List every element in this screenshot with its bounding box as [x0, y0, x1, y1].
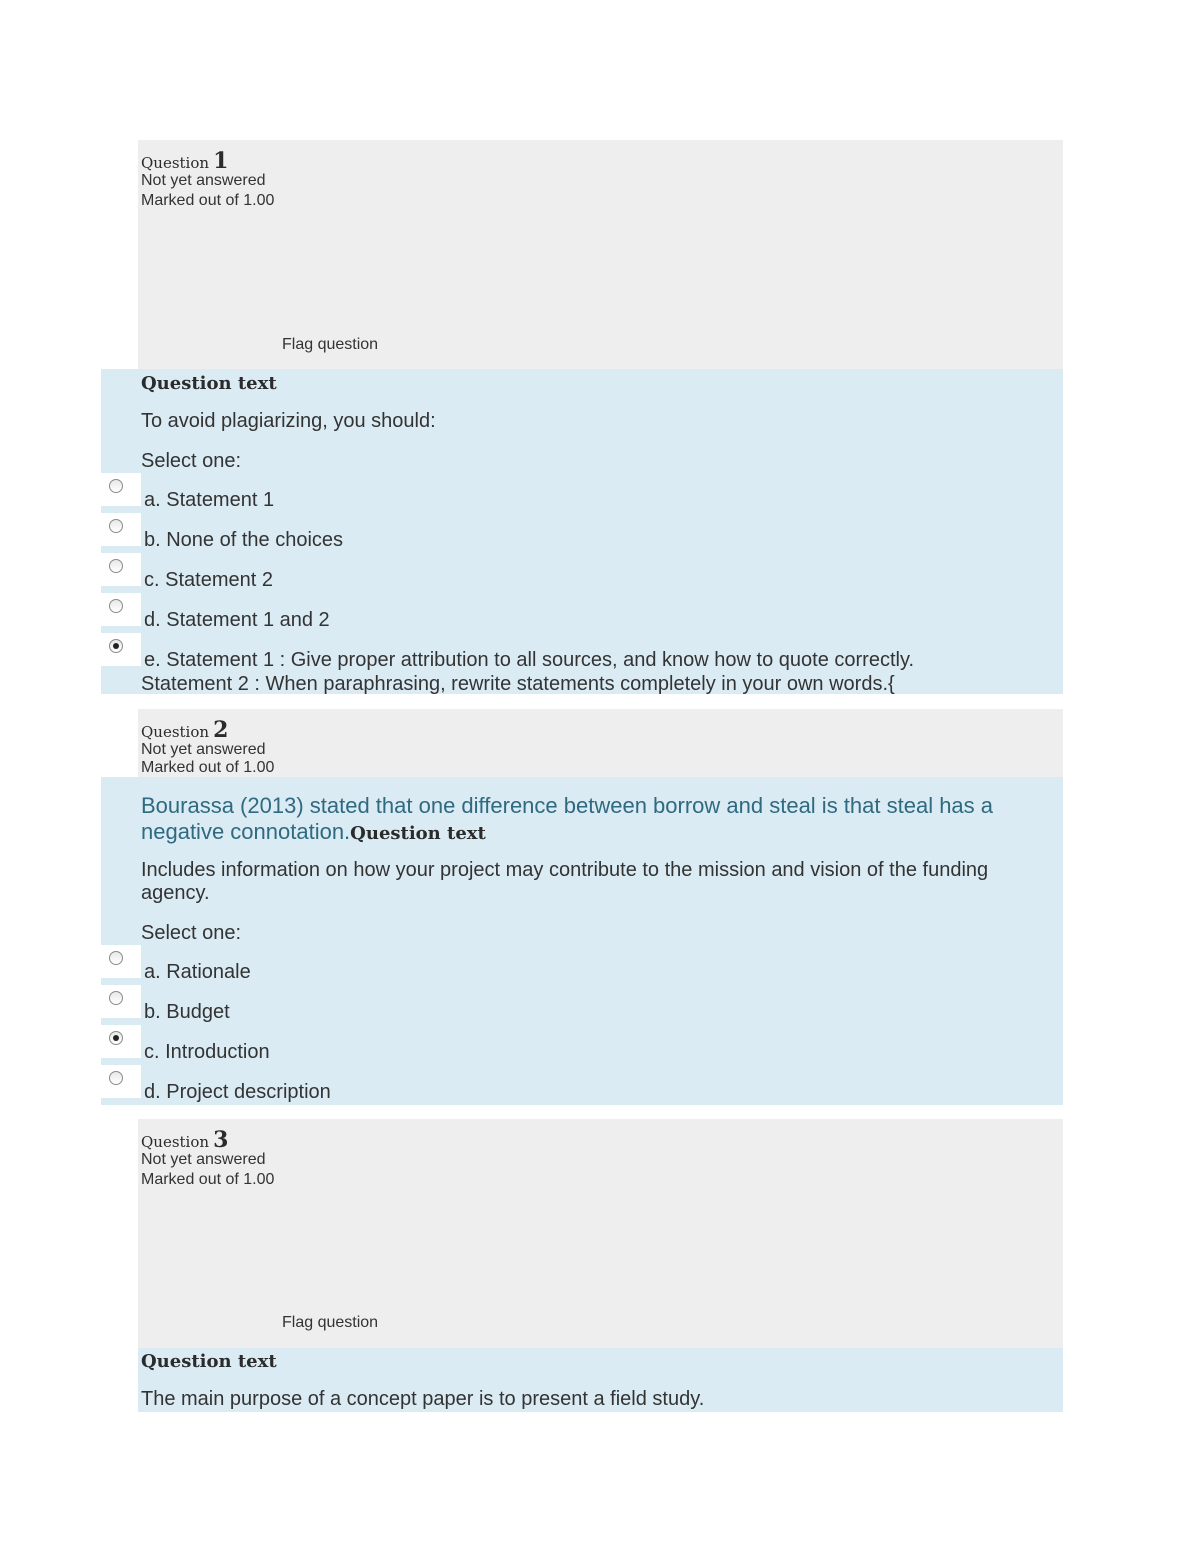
answer-option-label: c. Statement 2: [144, 569, 273, 591]
radio-container: [101, 945, 141, 978]
answer-option-label: c. Introduction: [144, 1041, 270, 1063]
radio-button-selected[interactable]: [109, 1031, 123, 1045]
answer-option-label: d. Project description: [144, 1081, 331, 1103]
answer-option-label: a. Rationale: [144, 961, 251, 983]
question-2-content: [101, 777, 1063, 1105]
radio-container: [101, 1025, 141, 1058]
question-prompt: The main purpose of a concept paper is to present a field study.: [141, 1388, 705, 1410]
answer-option-e[interactable]: [101, 633, 1063, 693]
question-1-info: [138, 140, 1063, 369]
question-text-heading: Question text: [141, 373, 277, 394]
radio-button[interactable]: [109, 991, 123, 1005]
question-number-value: 1: [213, 148, 229, 174]
question-word: Question: [141, 723, 210, 741]
question-grade: Marked out of 1.00: [141, 192, 275, 209]
answer-option-label: a. Statement 1: [144, 489, 275, 511]
radio-container: [101, 553, 141, 586]
question-grade: Marked out of 1.00: [141, 759, 275, 776]
question-text-heading: Question text: [350, 823, 486, 844]
radio-button[interactable]: [109, 951, 123, 965]
question-3-info: [138, 1119, 1063, 1348]
question-word: Question: [141, 1133, 210, 1151]
answer-option-a[interactable]: [101, 945, 1063, 983]
select-one-label: Select one:: [141, 922, 242, 944]
answer-option-label: b. None of the choices: [144, 529, 344, 551]
radio-button[interactable]: [109, 1071, 123, 1085]
radio-container: [101, 1065, 141, 1098]
answer-option-d[interactable]: [101, 593, 1063, 631]
answer-option-label: b. Budget: [144, 1001, 230, 1023]
question-number: [141, 717, 228, 743]
question-state: Not yet answered: [141, 172, 266, 189]
question-2-info: [138, 709, 1063, 777]
question-note: [141, 793, 1021, 847]
question-prompt: To avoid plagiarizing, you should:: [141, 410, 436, 432]
radio-container: [101, 633, 141, 666]
answer-option-continuation: Statement 2 : When paraphrasing, rewrite statements completely in your own words.{: [141, 673, 895, 695]
question-1-content: [101, 369, 1063, 694]
question-prompt: Includes information on how your project may contribute to the mission and vision of the funding agency.: [141, 859, 989, 904]
answer-option-d[interactable]: [101, 1065, 1063, 1103]
radio-container: [101, 593, 141, 626]
answer-option-a[interactable]: [101, 473, 1063, 511]
question-state: Not yet answered: [141, 1151, 266, 1168]
question-text-heading: Question text: [141, 1351, 277, 1372]
radio-container: [101, 513, 141, 546]
question-number-value: 3: [213, 1127, 229, 1153]
radio-button[interactable]: [109, 559, 123, 573]
answer-option-b[interactable]: [101, 513, 1063, 551]
radio-container: [101, 985, 141, 1018]
radio-button-selected[interactable]: [109, 639, 123, 653]
radio-button[interactable]: [109, 519, 123, 533]
question-number-value: 2: [213, 717, 229, 743]
answer-option-c[interactable]: [101, 1025, 1063, 1063]
question-state: Not yet answered: [141, 741, 266, 758]
answer-option-label: e. Statement 1 : Give proper attribution to all sources, and know how to quote correctly.: [144, 649, 915, 671]
select-one-label: Select one:: [141, 450, 242, 472]
answer-option-label: d. Statement 1 and 2: [144, 609, 330, 631]
question-number: [141, 148, 228, 174]
question-grade: Marked out of 1.00: [141, 1171, 275, 1188]
radio-button[interactable]: [109, 599, 123, 613]
question-number: [141, 1127, 228, 1153]
question-note-text: Bourassa (2013) stated that one difference between borrow and steal is that steal has a negative connotation.: [141, 793, 994, 844]
answer-option-b[interactable]: [101, 985, 1063, 1023]
radio-container: [101, 473, 141, 506]
question-3-content: [138, 1348, 1063, 1412]
flag-question-link[interactable]: Flag question: [282, 1314, 379, 1331]
answer-option-c[interactable]: [101, 553, 1063, 591]
question-word: Question: [141, 154, 210, 172]
radio-button[interactable]: [109, 479, 123, 493]
flag-question-link[interactable]: Flag question: [282, 336, 379, 353]
